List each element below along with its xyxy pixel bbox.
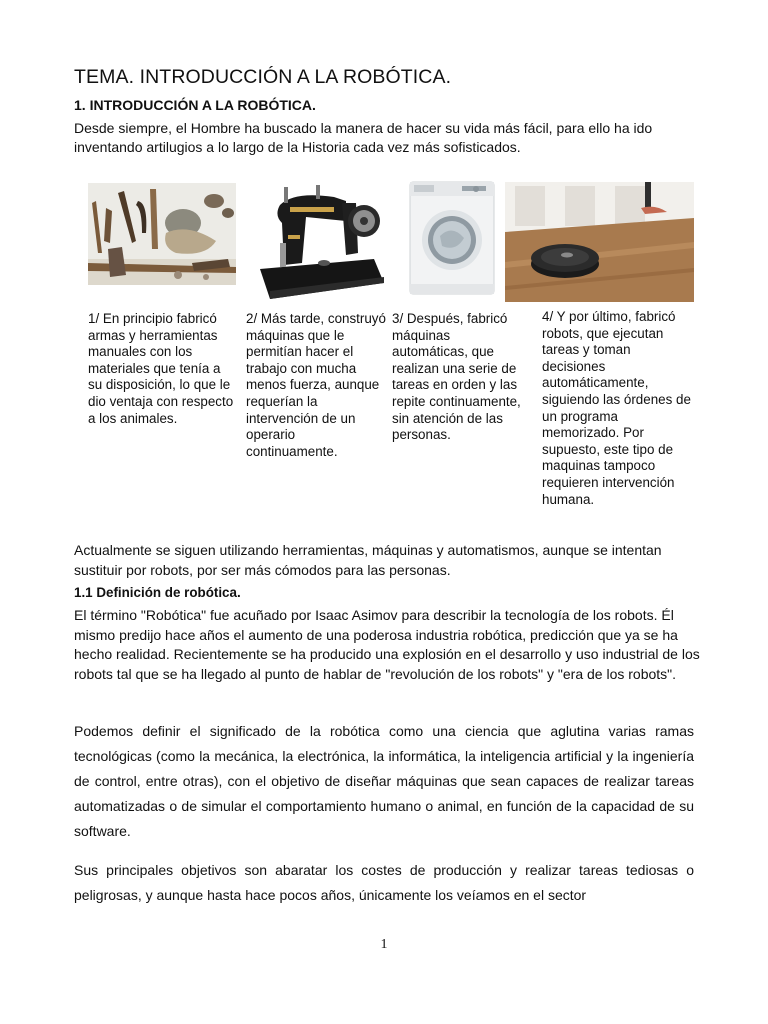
current-use-paragraph: Actualmente se siguen utilizando herramientas, máquinas y automatismos, aunque se intentan sustituir por robots, por ser más cómodos para las personas. [74,542,662,578]
objectives-paragraph: Sus principales objetivos son abaratar los costes de producción y realizar tareas tediosas o peligrosas, y aunque hasta hace pocos años, únicamente los veíamos en el sector [74,862,694,903]
robot-vacuum-photo [505,182,694,302]
section-heading-intro: 1. INTRODUCCIÓN A LA ROBÓTICA. [74,97,316,113]
sewing-machine-photo [254,183,388,305]
caption-1: 1/ En principio fabricó armas y herramientas manuales con los materiales que tenía a su disposición, lo que le dio ventaja con respecto a los animales. [88,311,234,426]
section-heading-definition: 1.1 Definición de robótica. [74,585,241,600]
definition-paragraph: El término "Robótica" fue acuñado por Isaac Asimov para describir la tecnología de los robots. Él mismo predijo hace años el aumento de una poderosa industria robótica, predicción que ya se ha hecho realidad. Recientemente se ha producido una explosión en el desarrollo y uso industrial de los robots tal que se ha llegado al punto de hablar de "revolución de los robots" y "era de los robots". [74,607,700,682]
washing-machine-photo [406,180,498,296]
intro-paragraph: Desde siempre, el Hombre ha buscado la manera de hacer su vida más fácil, para ello ha ido inventando artilugios a lo largo de la Historia cada vez más sofisticados. [74,120,653,155]
page-number: 1 [380,937,388,952]
primitive-tools-photo [88,183,236,285]
science-paragraph: Podemos definir el significado de la robótica como una ciencia que aglutina varias ramas tecnológicas (como la mecánica, la electrónica, la informática, la inteligencia artificial y la ingeniería de control, entre otras), con el objetivo de diseñar máquinas que sean capaces de realizar tareas automatizadas o de simular el comportamiento humano o animal, en función de la capacidad de su software. [74,723,694,839]
caption-2: 2/ Más tarde, construyó máquinas que le permitían hacer el trabajo con mucha menos fuerza, aunque requerían la intervención de un operario continuamente. [246,311,386,459]
page-title: TEMA. INTRODUCCIÓN A LA ROBÓTICA. [74,66,452,88]
caption-3: 3/ Después, fabricó máquinas automáticas, que realizan una serie de tareas en orden y las repite continuamente, sin atención de las personas. [392,311,521,443]
caption-4: 4/ Y por último, fabricó robots, que ejecutan tareas y toman decisiones automáticamente, siguiendo las órdenes de un programa memorizado. Por supuesto, este tipo de maquinas tampoco requieren intervención humana. [542,309,691,507]
